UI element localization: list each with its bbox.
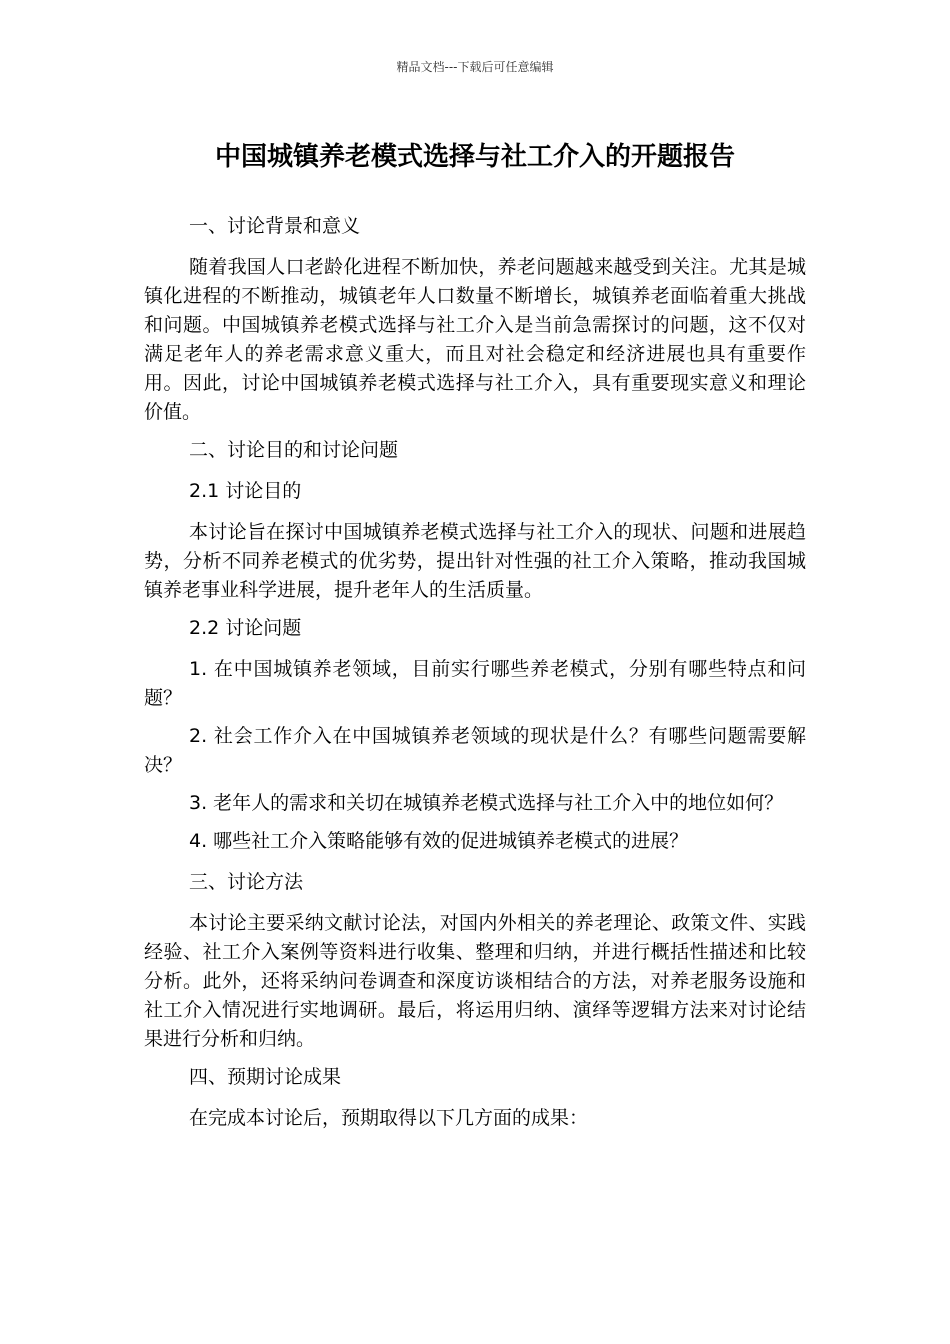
subsection-heading-purpose: 2.1 讨论目的 [189,480,302,502]
question-item-1: 1. 在中国城镇养老领域，目前实行哪些养老模式，分别有哪些特点和问题？ [144,658,806,709]
section-heading-methods: 三、讨论方法 [189,871,304,893]
document-body [144,212,806,1142]
header-note: 精品文档---下载后可任意编辑 [396,60,554,74]
paragraph-methods: 本讨论主要采纳文献讨论法，对国内外相关的养老理论、政策文件、实践经验、社工介入案例等资料进行收集、整理和归纳，并进行概括性描述和比较分析。此外，还将采纳问卷调查和深度访谈相结合的方法，对养老服务设施和社工介入情况进行实地调研。最后，将运用归纳、演绎等逻辑方法来对讨论结果进行分析和归纳。 [144,912,806,1050]
paragraph-background: 随着我国人口老龄化进程不断加快，养老问题越来越受到关注。尤其是城镇化进程的不断推动，城镇老年人口数量不断增长，城镇养老面临着重大挑战和问题。中国城镇养老模式选择与社工介入是当前急需探讨的问题，这不仅对满足老年人的养老需求意义重大，而且对社会稳定和经济进展也具有重要作用。因此，讨论中国城镇养老模式选择与社工介入，具有重要现实意义和理论价值。 [144,256,806,423]
question-item-3: 3. 老年人的需求和关切在城镇养老模式选择与社工介入中的地位如何？ [189,792,784,814]
section-heading-background: 一、讨论背景和意义 [189,215,361,237]
question-item-4: 4. 哪些社工介入策略能够有效的促进城镇养老模式的进展？ [189,830,689,852]
question-item-2: 2. 社会工作介入在中国城镇养老领域的现状是什么？有哪些问题需要解决？ [144,725,806,776]
section-heading-outcomes: 四、预期讨论成果 [189,1066,342,1088]
subsection-heading-questions: 2.2 讨论问题 [189,617,302,639]
paragraph-outcomes: 在完成本讨论后，预期取得以下几方面的成果： [189,1107,589,1129]
section-heading-purpose: 二、讨论目的和讨论问题 [189,439,399,461]
document-title: 中国城镇养老模式选择与社工介入的开题报告 [214,142,735,172]
paragraph-purpose: 本讨论旨在探讨中国城镇养老模式选择与社工介入的现状、问题和进展趋势，分析不同养老模式的优劣势，提出针对性强的社工介入策略，推动我国城镇养老事业科学进展，提升老年人的生活质量。 [144,521,806,601]
